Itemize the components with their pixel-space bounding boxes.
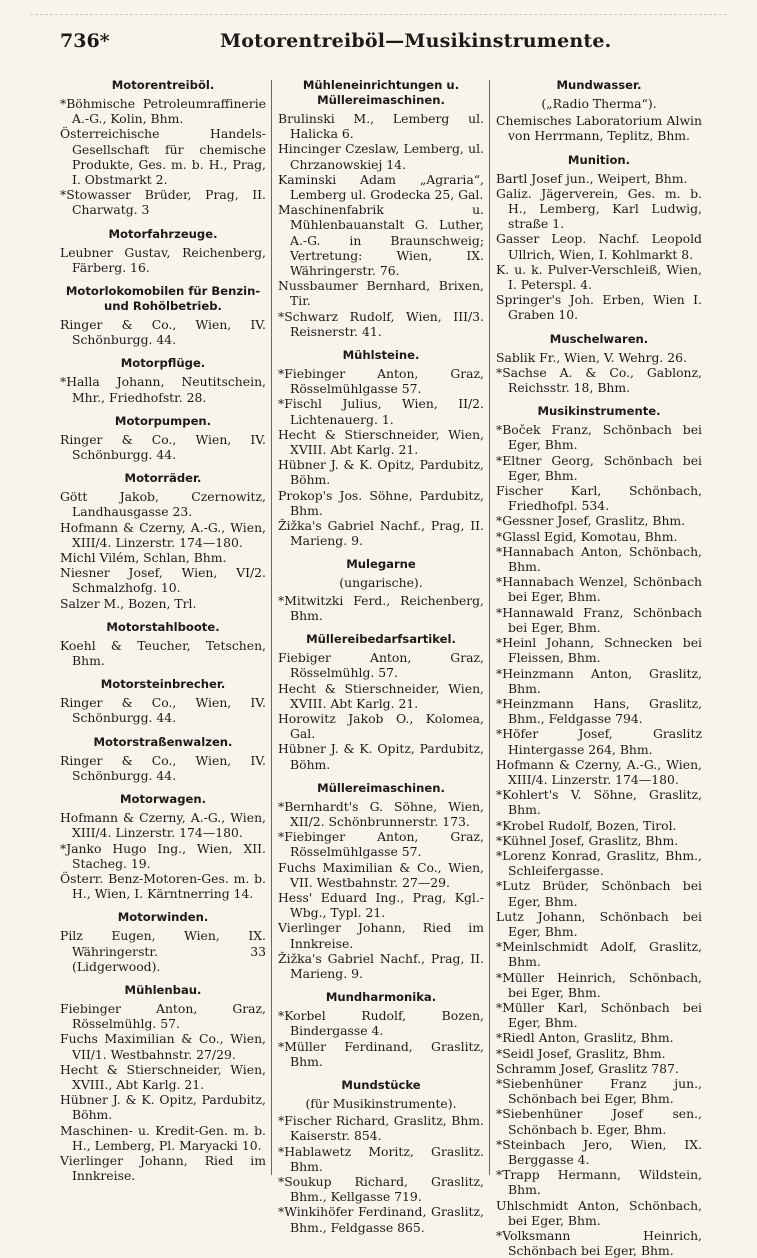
directory-entry: Fiebinger Anton, Graz, Rösselmühlg. 57.: [60, 1000, 266, 1032]
directory-section: [278, 632, 484, 772]
section-heading: Mulegarne: [346, 557, 416, 572]
section-heading: Motorlokomobilen für Benzin- und Rohölbetrieb.: [65, 284, 261, 314]
directory-entry: *Korbel Rudolf, Bozen, Bindergasse 4.: [278, 1008, 484, 1039]
directory-entry: *Riedl Anton, Graslitz, Bhm.: [496, 1030, 674, 1046]
directory-entry: *Boček Franz, Schönbach bei Eger, Bhm.: [496, 422, 702, 453]
directory-entry: Prokop's Jos. Söhne, Pardubitz, Bhm.: [278, 487, 484, 518]
directory-section: [60, 983, 266, 1183]
directory-entry: *Meinlschmidt Adolf, Graslitz, Bhm.: [496, 939, 702, 970]
section-heading: Mundstücke: [341, 1077, 421, 1092]
directory-entry: *Fischer Richard, Graslitz, Bhm. Kaiserstr. 854.: [278, 1113, 484, 1144]
directory-entry: *Heinzmann Anton, Graslitz, Bhm.: [496, 665, 702, 696]
directory-entry: *Bernhardt's G. Söhne, Wien, XII/2. Schönbrunnerstr. 173.: [278, 798, 484, 829]
directory-entry: Niesner Josef, Wien, VI/2. Schmalzhofg. 10.: [60, 565, 266, 596]
directory-entry: *Müller Karl, Schönbach bei Eger, Bhm.: [496, 999, 702, 1031]
directory-entry: *Kohlert's V. Söhne, Graslitz, Bhm.: [496, 787, 702, 818]
column-1: [60, 78, 266, 1184]
directory-entry: Ringer & Co., Wien, IV. Schönburgg. 44.: [60, 431, 266, 463]
directory-entry: Hübner J. & K. Opitz, Pardubitz, Böhm.: [60, 1092, 266, 1123]
section-heading: Musikinstrumente.: [537, 404, 661, 419]
directory-entry: *Gessner Josef, Graslitz, Bhm.: [496, 513, 686, 529]
directory-section: [278, 78, 484, 339]
running-head: Motorentreiböl—Musikinstrumente.: [220, 30, 612, 52]
directory-entry: Hecht & Stierschneider, Wien, XVIII., Abt Karlg. 21.: [60, 1061, 266, 1092]
directory-entry: Hübner J. & K. Opitz, Pardubitz, Böhm.: [278, 741, 484, 772]
section-heading: Motorwagen.: [119, 792, 207, 807]
directory-entry: Gasser Leop. Nachf. Leopold Ullrich, Wien, I. Kohlmarkt 8.: [496, 231, 702, 262]
section-heading: Motorsteinbrecher.: [100, 677, 226, 692]
directory-entry: *Siebenhüner Franz jun., Schönbach bei Eger, Bhm.: [496, 1075, 702, 1107]
section-heading: Müllereimaschinen.: [317, 780, 445, 795]
directory-section: [60, 471, 266, 611]
directory-section: [496, 78, 702, 144]
directory-entry: *Glassl Egid, Komotau, Bhm.: [496, 528, 678, 544]
directory-section: [278, 557, 484, 623]
directory-entry: *Böhmische Petroleumraffinerie A.-G., Kolin, Bhm.: [60, 96, 266, 127]
directory-entry: *Heinl Johann, Schnecken bei Fleissen, Bhm.: [496, 635, 702, 666]
directory-entry: Leubner Gustav, Reichenberg, Färberg. 16.: [60, 244, 266, 275]
directory-entry: Maschinen- u. Kredit-Gen. m. b. H., Lemberg, Pl. Maryacki 10.: [60, 1122, 266, 1153]
directory-entry: Horowitz Jakob O., Kolomea, Gal.: [278, 710, 484, 742]
directory-entry: *Hablawetz Moritz, Graslitz. Bhm.: [278, 1143, 484, 1174]
directory-section: [278, 1078, 484, 1235]
directory-entry: Koehl & Teucher, Tetschen, Bhm.: [60, 637, 266, 669]
directory-section: [60, 792, 266, 901]
directory-entry: Nussbaumer Bernhard, Brixen, Tir.: [278, 278, 484, 309]
directory-entry: *Müller Ferdinand, Graslitz, Bhm.: [278, 1038, 484, 1069]
directory-section: [60, 910, 266, 974]
column-2: [278, 78, 484, 1235]
directory-columns: [60, 78, 702, 1258]
directory-entry: *Siebenhüner Josef sen., Schönbach b. Eger, Bhm.: [496, 1106, 702, 1137]
directory-entry: Hecht & Stierschneider, Wien, XVIII. Abt Karlg. 21.: [278, 426, 484, 458]
directory-entry: Salzer M., Bozen, Trl.: [60, 595, 197, 611]
directory-entry: *Hannawald Franz, Schönbach bei Eger, Bhm.: [496, 604, 702, 635]
directory-section: [496, 332, 702, 396]
directory-entry: Kaminski Adam „Agraria“, Lemberg ul. Grodecka 25, Gal.: [278, 171, 484, 203]
directory-entry: K. u. k. Pulver-Verschleiß, Wien, I. Peterspl. 4.: [496, 261, 702, 293]
section-heading: Motorentreiböl.: [111, 78, 215, 92]
directory-entry: *Soukup Richard, Graslitz, Bhm., Kellgasse 719.: [278, 1173, 484, 1205]
directory-section: [60, 227, 266, 275]
directory-section: [278, 781, 484, 981]
directory-entry: *Kühnel Josef, Graslitz, Bhm.: [496, 832, 679, 848]
directory-entry: Sablik Fr., Wien, V. Wehrg. 26.: [496, 349, 687, 365]
directory-entry: Ringer & Co., Wien, IV. Schönburgg. 44.: [60, 317, 266, 348]
directory-entry: Uhlschmidt Anton, Schönbach, bei Eger, Bhm.: [496, 1197, 702, 1228]
section-heading: Mundwasser.: [556, 78, 642, 92]
top-border: [30, 14, 727, 15]
directory-entry: Vierlinger Johann, Ried im Innkreise.: [278, 920, 484, 951]
directory-entry: *Hannabach Wenzel, Schönbach bei Eger, Bhm.: [496, 574, 702, 605]
directory-entry: *Fiebinger Anton, Graz, Rösselmühlgasse 57.: [278, 829, 484, 860]
directory-entry: Hecht & Stierschneider, Wien, XVIII. Abt Karlg. 21.: [278, 680, 484, 711]
directory-entry: *Halla Johann, Neutitschein, Mhr., Friedhofstr. 28.: [60, 374, 266, 405]
directory-entry: *Sachse A. & Co., Gablonz, Reichsstr. 18, Bhm.: [496, 364, 702, 396]
directory-entry: Hofmann & Czerny, A.-G., Wien, XIII/4. Linzerstr. 174—180.: [60, 810, 266, 841]
directory-section: [60, 735, 266, 783]
directory-entry: Pilz Eugen, Wien, IX. Währingerstr. 33 (Lidgerwood).: [60, 928, 266, 974]
page-header: [60, 30, 697, 60]
directory-entry: Springer's Joh. Erben, Wien I. Graben 10.: [496, 292, 702, 323]
directory-entry: Fuchs Maximilian & Co., Wien, VII. Westbahnstr. 27—29.: [278, 859, 484, 890]
directory-section: [60, 677, 266, 725]
directory-entry: *Winkihöfer Ferdinand, Graslitz, Bhm., Feldgasse 865.: [278, 1204, 484, 1235]
directory-section: [60, 620, 266, 668]
directory-entry: *Lorenz Konrad, Graslitz, Bhm., Schleifergasse.: [496, 847, 702, 879]
section-heading: Munition.: [567, 152, 631, 167]
directory-entry: Hofmann & Czerny, A.-G., Wien, XIII/4. Linzerstr. 174—180.: [60, 519, 266, 550]
directory-entry: *Mitwitzki Ferd., Reichenberg, Bhm.: [278, 592, 484, 623]
directory-entry: Galiz. Jägerverein, Ges. m. b. H., Lemberg, Karl Ludwig, straße 1.: [496, 185, 702, 232]
directory-entry: *Volksmann Heinrich, Schönbach bei Eger, Bhm.: [496, 1228, 702, 1258]
directory-entry: *Müller Heinrich, Schönbach, bei Eger, Bhm.: [496, 969, 702, 1000]
directory-entry: Maschinenfabrik u. Mühlenbauanstalt G. Luther, A.-G. in Braunschweig; Vertretung: Wien, IX. Währingerstr. 76.: [278, 202, 484, 279]
directory-entry: Schramm Josef, Graslitz 787.: [496, 1060, 679, 1076]
directory-section: [60, 78, 266, 218]
directory-section: [60, 414, 266, 462]
section-heading: Müllereibedarfsartikel.: [306, 632, 456, 647]
directory-section: [278, 348, 484, 548]
directory-entry: Österreichische Handels-Gesellschaft für chemische Produkte, Ges. m. b. H., Prag, I. Obstmarkt 2.: [60, 126, 266, 188]
directory-entry: *Schwarz Rudolf, Wien, III/3. Reisnerstr. 41.: [278, 308, 484, 339]
directory-entry: Fiebiger Anton, Graz, Rösselmühlg. 57.: [278, 650, 484, 681]
directory-entry: *Hannabach Anton, Schönbach, Bhm.: [496, 543, 702, 575]
section-heading: Motorwinden.: [117, 910, 209, 925]
section-heading: Motorfahrzeuge.: [108, 226, 218, 241]
directory-entry: *Eltner Georg, Schönbach bei Eger, Bhm.: [496, 452, 702, 483]
directory-entry: *Heinzmann Hans, Graslitz, Bhm., Feldgasse 794.: [496, 695, 702, 727]
section-heading: Motorpflüge.: [120, 356, 206, 371]
directory-entry: *Höfer Josef, Graslitz Hintergasse 264, Bhm.: [496, 726, 702, 757]
section-heading: Motorstahlboote.: [106, 619, 220, 634]
directory-entry: Brulinski M., Lemberg ul. Halicka 6.: [278, 111, 484, 142]
directory-entry: *Steinbach Jero, Wien, IX. Berggasse 4.: [496, 1136, 702, 1167]
directory-entry: Hübner J. & K. Opitz, Pardubitz, Böhm.: [278, 457, 484, 488]
directory-section: [60, 284, 266, 347]
directory-entry: *Janko Hugo Ing., Wien, XII. Stacheg. 19.: [60, 840, 266, 871]
section-heading: Muschelwaren.: [549, 331, 649, 346]
directory-entry: *Stowasser Brüder, Prag, II. Charwatg. 3: [60, 187, 266, 218]
directory-entry: Lutz Johann, Schönbach bei Eger, Bhm.: [496, 908, 702, 939]
directory-entry: *Fischl Julius, Wien, II/2. Lichtenauerg. 1.: [278, 396, 484, 427]
directory-entry: Fischer Karl, Schönbach, Friedhofpl. 534.: [496, 483, 702, 514]
directory-entry: *Krobel Rudolf, Bozen, Tirol.: [496, 817, 677, 833]
section-subheading: (ungarische).: [339, 575, 423, 591]
section-heading: Mühlsteine.: [342, 348, 420, 363]
directory-entry: *Fiebinger Anton, Graz, Rösselmühlgasse 57.: [278, 366, 484, 397]
directory-entry: Žižka's Gabriel Nachf., Prag, II. Marieng. 9.: [278, 518, 484, 549]
section-heading: Mühlenbau.: [124, 982, 202, 997]
column-rule: [271, 80, 272, 1175]
section-heading: Mühleneinrichtungen u. Müllereimaschinen.: [302, 78, 460, 107]
directory-entry: Ringer & Co., Wien, IV. Schönburgg. 44.: [60, 695, 266, 726]
section-heading: Motorpumpen.: [114, 413, 212, 428]
directory-entry: Chemisches Laboratorium Alwin von Herrmann, Teplitz, Bhm.: [496, 113, 702, 144]
section-heading: Motorstraßenwalzen.: [93, 734, 233, 749]
directory-entry: Hofmann & Czerny, A.-G., Wien, XIII/4. Linzerstr. 174—180.: [496, 756, 702, 787]
directory-entry: Vierlinger Johann, Ried im Innkreise.: [60, 1152, 266, 1184]
directory-entry: Fuchs Maximilian & Co., Wien, VII/1. Westbahnstr. 27/29.: [60, 1031, 266, 1062]
directory-section: [496, 153, 702, 323]
directory-entry: Bartl Josef jun., Weipert, Bhm.: [496, 170, 688, 186]
directory-entry: Ringer & Co., Wien, IV. Schönburgg. 44.: [60, 752, 266, 783]
directory-entry: Gött Jakob, Czernowitz, Landhausgasse 23.: [60, 489, 266, 520]
section-heading: Motorräder.: [124, 471, 202, 486]
column-3: [496, 78, 702, 1258]
section-heading: Mundharmonika.: [325, 990, 437, 1005]
directory-section: [60, 356, 266, 404]
section-subheading: („Radio Therma“).: [541, 96, 657, 111]
directory-section: [278, 990, 484, 1069]
directory-entry: *Seidl Josef, Graslitz, Bhm.: [496, 1045, 666, 1061]
directory-entry: *Lutz Brüder, Schönbach bei Eger, Bhm.: [496, 878, 702, 909]
directory-entry: *Trapp Hermann, Wildstein, Bhm.: [496, 1167, 702, 1198]
page-number: 736*: [60, 30, 110, 52]
directory-entry: Michl Vilém, Schlan, Bhm.: [60, 550, 227, 566]
directory-entry: Österr. Benz-Motoren-Ges. m. b. H., Wien, I. Kärntnerring 14.: [60, 870, 266, 902]
directory-entry: Žižka's Gabriel Nachf., Prag, II. Marieng. 9.: [278, 950, 484, 981]
directory-entry: Hess' Eduard Ing., Prag, Kgl.-Wbg., Typl. 21.: [278, 889, 484, 921]
column-rule: [489, 80, 490, 1175]
directory-section: [496, 404, 702, 1258]
directory-entry: Hincinger Czeslaw, Lemberg, ul. Chrzanowskiej 14.: [278, 141, 484, 172]
section-subheading: (für Musikinstrumente).: [305, 1095, 457, 1111]
